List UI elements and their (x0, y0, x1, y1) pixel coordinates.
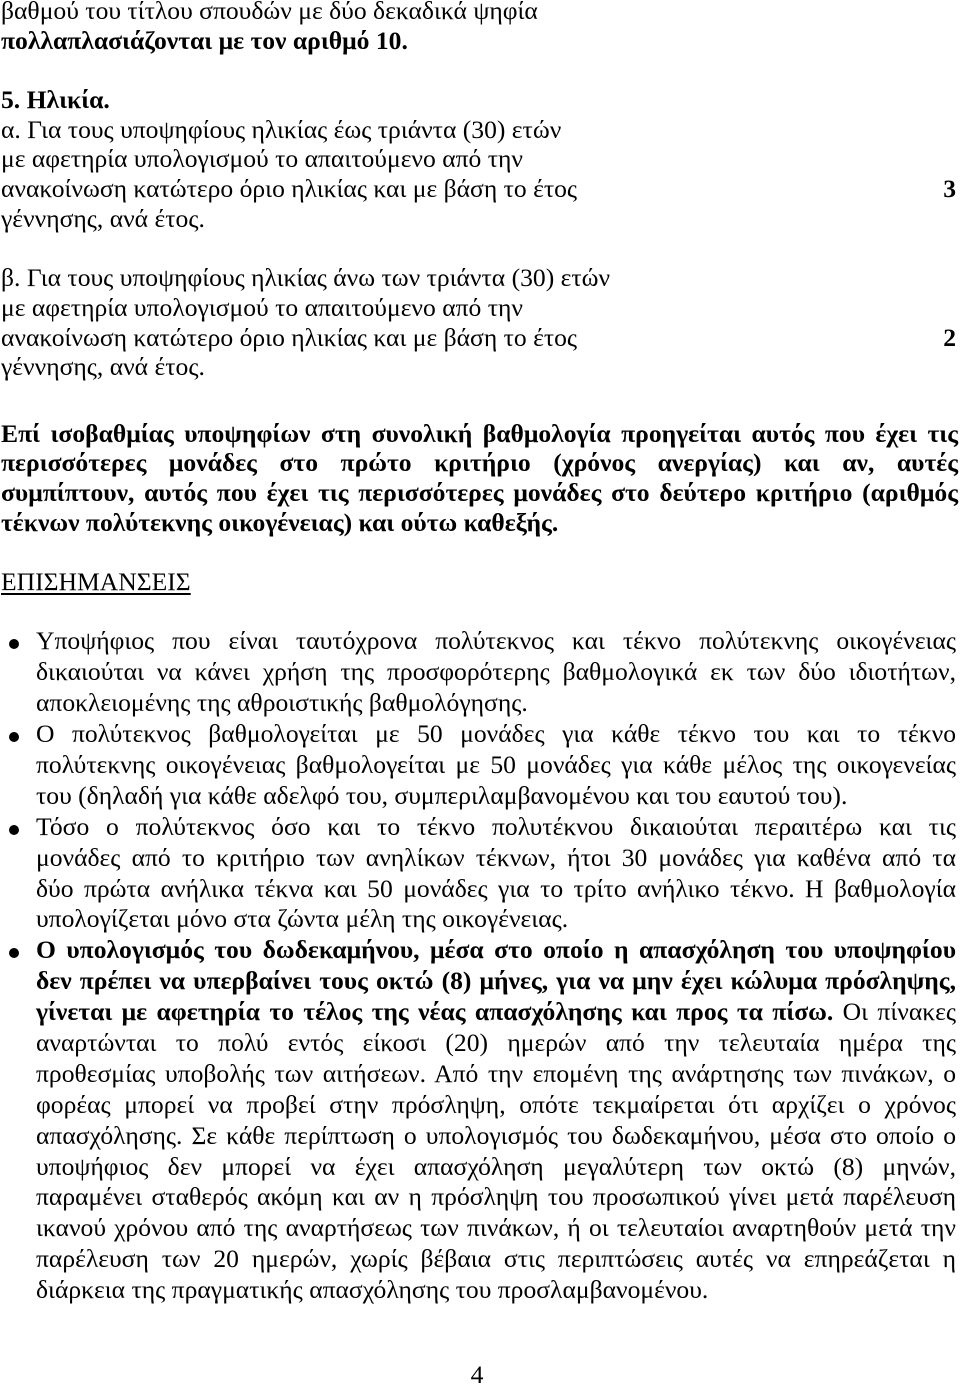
intro-line: πολλαπλασιάζονται με τον αριθμό 10. (1, 25, 408, 55)
note-line: υποψήφιος δεν μπορεί να έχει απασχόληση μεγαλύτερη των οκτώ (8) μηνών, (36, 1151, 956, 1181)
note-line: ικανού χρόνου από της αναρτήσεως των πινάκων, ή οι τελευταίοι αναρτηθούν μετά την (36, 1213, 956, 1243)
page-number: 4 (470, 1361, 484, 1389)
note-line-normal-part: Οι πίνακες (833, 997, 957, 1027)
age-item-line: β. Για τους υποψηφίους ηλικίας άνω των τριάντα (30) ετών (1, 263, 611, 293)
intro-line: βαθμού του τίτλου σπουδών με δύο δεκαδικά ψηφία (1, 0, 538, 25)
age-points-value: 2 (943, 322, 956, 352)
note-line: Υποψήφιος που είναι ταυτόχρονα πολύτεκνος και τέκνο πολύτεκνης οικογένειας (36, 626, 956, 656)
spacer (1, 234, 958, 264)
notes-heading-row (1, 567, 958, 597)
age-item-line-text: ανακοίνωση κατώτερο όριο ηλικίας και με βάση το έτος (1, 174, 578, 204)
spacer (1, 382, 958, 412)
intro-continuation (1, 0, 958, 55)
bullet-icon (9, 639, 19, 649)
age-item-line: με αφετηρία υπολογισμού το απαιτούμενο από την (1, 292, 523, 322)
note-line: απασχόλησης. Σε κάθε περίπτωση ο υπολογισμός του δωδεκαμήνου, μέσα στο οποίο ο (36, 1120, 956, 1150)
age-item-line (1, 323, 958, 353)
note-item (1, 935, 958, 1306)
bullet-icon (9, 732, 19, 742)
age-points-value: 3 (943, 174, 956, 204)
notes-heading: ΕΠΙΣΗΜΑΝΣΕΙΣ (1, 567, 191, 597)
bullet-icon (9, 825, 19, 835)
tie-rule-line: τέκνων πολύτεκνης οικογένειας) και ούτω καθεξής. (1, 507, 559, 537)
note-line: του (δηλαδή για κάθε αδελφό του, συμπεριλαμβανομένου και του εαυτού του). (36, 780, 848, 810)
spacer (1, 597, 958, 627)
age-item-line: γέννησης, ανά έτος. (1, 203, 205, 233)
note-line: δύο πρώτα ανήλικα τέκνα και 50 μονάδες για το τρίτο ανήλικο τέκνο. Η βαθμολογία (36, 873, 956, 903)
spacer (1, 55, 958, 85)
age-item-b (1, 263, 958, 382)
note-line: διάρκεια της πραγματικής απασχόλησης του προσλαμβανομένου. (36, 1275, 709, 1305)
note-line: Ο πολύτεκνος βαθμολογείται με 50 μονάδες για κάθε τέκνο του και το τέκνο (36, 719, 956, 749)
tie-rule-paragraph (1, 419, 958, 538)
age-item-line: α. Για τους υποψηφίους ηλικίας έως τριάντα (30) ετών (1, 114, 562, 144)
tie-rule-line: Επί ισοβαθμίας υποψηφίων στη συνολική βαθμολογία προηγείται αυτός που έχει τις (1, 418, 958, 448)
note-item (1, 626, 958, 719)
note-line: πολύτεκνης οικογένειας βαθμολογείται με 50 μονάδες για κάθε μέλος της οικογενείας (36, 750, 956, 779)
note-line: δεν πρέπει να υπερβαίνει τους οκτώ (8) μήνες, για να μην έχει κώλυμα πρόσληψης, (36, 966, 956, 996)
note-line: Τόσο ο πολύτεκνος όσο και το τέκνο πολυτέκνου δικαιούται περαιτέρω και τις (36, 811, 956, 841)
note-item (1, 812, 958, 936)
note-line: προθεσμίας υποβολής των αιτήσεων. Από την επομένη της ανάρτησης των πινάκων, ο (36, 1058, 956, 1088)
note-line: μονάδες από το κριτήριο των ανηλίκων τέκνων, ήτοι 30 μονάδες για καθένα από τα (36, 842, 956, 872)
note-line: φορέας μπορεί να προβεί στην πρόσληψη, οπότε τεκμαίρεται ότι αρχίζει ο χρόνος (36, 1089, 956, 1119)
document-page (1, 0, 958, 1306)
note-line (36, 997, 956, 1028)
age-item-line: με αφετηρία υπολογισμού το απαιτούμενο από την (1, 144, 523, 174)
age-item-line-text: ανακοίνωση κατώτερο όριο ηλικίας και με βάση το έτος (1, 322, 578, 352)
note-line: υπολογίζεται μόνο στα ζώντα μέλη της οικογένειας. (36, 904, 569, 934)
age-item-line: γέννησης, ανά έτος. (1, 352, 205, 382)
age-heading: 5. Ηλικία. (1, 85, 110, 115)
note-line-bold-part: γίνεται με αφετηρία το τέλος της νέας απασχόλησης και προς τα πίσω. (36, 997, 834, 1027)
notes-list (1, 626, 958, 1306)
note-line: παρέλευση των 20 ημερών, χωρίς βέβαια στις περιπτώσεις αυτές να επηρεάζεται η (36, 1244, 956, 1274)
note-line: δικαιούται να κάνει χρήση της προσφορότερης βαθμολογικά εκ των δύο ιδιοτήτων, (36, 657, 956, 687)
age-item-a (1, 115, 958, 234)
spacer (1, 537, 958, 567)
note-line: παραμένει σταθερός ακόμη και αν η πρόσληψη του προσωπικού γίνει μετά παρέλευση (36, 1182, 956, 1212)
note-line: Ο υπολογισμός του δωδεκαμήνου, μέσα στο οποίο η απασχόληση του υποψηφίου (36, 935, 956, 965)
tie-rule-line: περισσότερες μονάδες στο πρώτο κριτήριο (χρόνος ανεργίας) και αν, αυτές (1, 448, 958, 478)
note-line: αναρτώνται το πολύ εντός είκοσι (20) ημερών από την τελευταία ημέρα της (36, 1028, 956, 1058)
tie-rule-line: συμπίπτουν, αυτός που έχει τις περισσότερες μονάδες στο δεύτερο κριτήριο (αριθμός (1, 478, 958, 507)
note-line: αποκλειομένης της αθροιστικής βαθμολόγησης. (36, 688, 528, 718)
note-item (1, 719, 958, 812)
bullet-icon (9, 948, 19, 958)
age-item-line (1, 174, 958, 204)
